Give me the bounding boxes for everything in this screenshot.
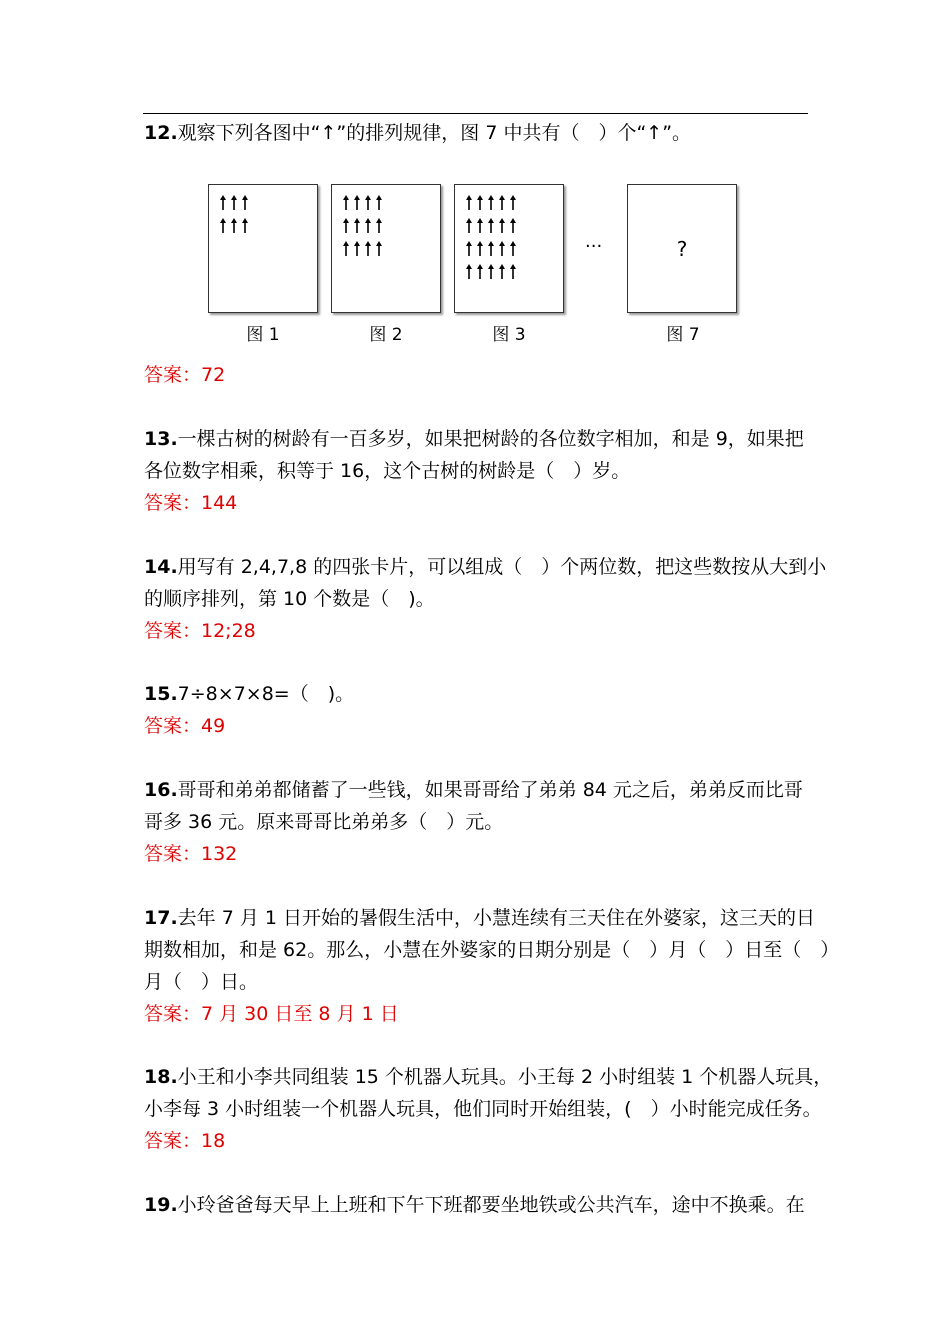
- question-number: 16.: [144, 779, 178, 801]
- question-number: 17.: [144, 907, 178, 929]
- figure-caption: 图 3: [492, 325, 526, 345]
- question-text: 哥哥和弟弟都储蓄了一些钱，如果哥哥给了弟弟 84 元之后，弟弟反而比哥: [177, 779, 803, 801]
- question-16-line-1: [144, 778, 803, 802]
- arrow-icon: [499, 241, 505, 256]
- question-number: 12.: [144, 122, 178, 144]
- question-number: 18.: [144, 1066, 178, 1088]
- figure-caption: 图 2: [369, 325, 403, 345]
- arrow-grid: [209, 185, 317, 312]
- arrow-icon: [376, 195, 382, 210]
- question-text: 小玲爸爸每天早上上班和下午下班都要坐地铁或公共汽车，途中不换乘。在: [177, 1194, 805, 1216]
- question-14-line-2: 的顺序排列，第 10 个数是（ )。: [144, 588, 435, 610]
- question-17-line-3: 月（ ）日。: [144, 971, 259, 993]
- arrow-icon: [343, 241, 349, 256]
- arrow-icon: [510, 218, 516, 233]
- arrow-icon: [376, 241, 382, 256]
- figure-caption: 图 7: [666, 325, 700, 345]
- question-19-line-1: [144, 1193, 805, 1217]
- question-16-line-2: 哥多 36 元。原来哥哥比弟弟多（ ）元。: [144, 811, 504, 833]
- question-text: 小王和小李共同组装 15 个机器人玩具。小王每 2 小时组装 1 个机器人玩具，: [177, 1066, 833, 1088]
- arrow-icon: [488, 241, 494, 256]
- arrow-icon: [365, 218, 371, 233]
- answer-18: 答案：18: [144, 1130, 226, 1152]
- question-17-line-2: 期数相加，和是 62。那么，小慧在外婆家的日期分别是（ ）月（ ）日至（ ）: [144, 939, 840, 961]
- figure-2-box: [331, 184, 441, 313]
- arrow-icon: [466, 218, 472, 233]
- answer-12: 答案：72: [144, 364, 226, 386]
- question-mark: ?: [676, 237, 688, 261]
- arrow-icon: [354, 241, 360, 256]
- arrow-icon: [510, 241, 516, 256]
- question-18-line-2: 小李每 3 小时组装一个机器人玩具，他们同时开始组装，( ）小时能完成任务。: [144, 1098, 822, 1120]
- question-17-line-1: [144, 906, 815, 930]
- arrow-icon: [220, 218, 226, 233]
- arrow-icon: [510, 195, 516, 210]
- question-number: 15.: [144, 683, 178, 705]
- arrow-icon: [354, 195, 360, 210]
- arrow-icon: [477, 264, 483, 279]
- arrow-icon: [365, 195, 371, 210]
- arrow-icon: [488, 264, 494, 279]
- arrow-icon: [499, 195, 505, 210]
- arrow-icon: [477, 241, 483, 256]
- figure-3-box: [454, 184, 564, 313]
- question-text: 用写有 2,4,7,8 的四张卡片，可以组成（ ）个两位数，把这些数按从大到小: [177, 556, 827, 578]
- answer-13: 答案：144: [144, 492, 238, 514]
- arrow-icon: [231, 218, 237, 233]
- arrow-icon: [242, 195, 248, 210]
- arrow-icon: [477, 218, 483, 233]
- answer-16: 答案：132: [144, 843, 238, 865]
- answer-15: 答案：49: [144, 715, 226, 737]
- arrow-icon: [376, 218, 382, 233]
- answer-14: 答案：12;28: [144, 620, 256, 642]
- ellipsis: ···: [585, 236, 603, 257]
- arrow-icon: [466, 195, 472, 210]
- arrow-icon: [365, 241, 371, 256]
- arrow-icon: [354, 218, 360, 233]
- arrow-grid: [332, 185, 440, 312]
- top-rule: [143, 113, 808, 114]
- figure-1-box: [208, 184, 318, 313]
- figure-7-box: [627, 184, 737, 313]
- arrow-icon: [488, 218, 494, 233]
- arrow-icon: [231, 195, 237, 210]
- figure-caption: 图 1: [246, 325, 280, 345]
- question-13-line-1: [144, 427, 804, 451]
- arrow-icon: [466, 264, 472, 279]
- arrow-icon: [220, 195, 226, 210]
- arrow-icon: [488, 195, 494, 210]
- question-text: 观察下列各图中“↑”的排列规律，图 7 中共有（ ）个“↑”。: [177, 122, 692, 144]
- question-14-line-1: [144, 555, 826, 579]
- answer-17: 答案：7 月 30 日至 8 月 1 日: [144, 1003, 399, 1025]
- question-13-line-2: 各位数字相乘，积等于 16，这个古树的树龄是（ ）岁。: [144, 460, 631, 482]
- arrow-icon: [477, 195, 483, 210]
- arrow-icon: [499, 218, 505, 233]
- arrow-icon: [343, 218, 349, 233]
- question-number: 14.: [144, 556, 178, 578]
- question-text: 一棵古树的树龄有一百多岁，如果把树龄的各位数字相加，和是 9，如果把: [177, 428, 804, 450]
- arrow-grid: [455, 185, 563, 312]
- question-text: 去年 7 月 1 日开始的暑假生活中，小慧连续有三天住在外婆家，这三天的日: [177, 907, 816, 929]
- question-12: [144, 121, 691, 145]
- question-15: [144, 682, 354, 706]
- arrow-icon: [242, 218, 248, 233]
- question-18-line-1: [144, 1065, 832, 1089]
- question-number: 19.: [144, 1194, 178, 1216]
- arrow-icon: [510, 264, 516, 279]
- arrow-icon: [499, 264, 505, 279]
- arrow-icon: [466, 241, 472, 256]
- question-text: 7÷8×7×8=（ )。: [177, 683, 355, 705]
- arrow-icon: [343, 195, 349, 210]
- question-number: 13.: [144, 428, 178, 450]
